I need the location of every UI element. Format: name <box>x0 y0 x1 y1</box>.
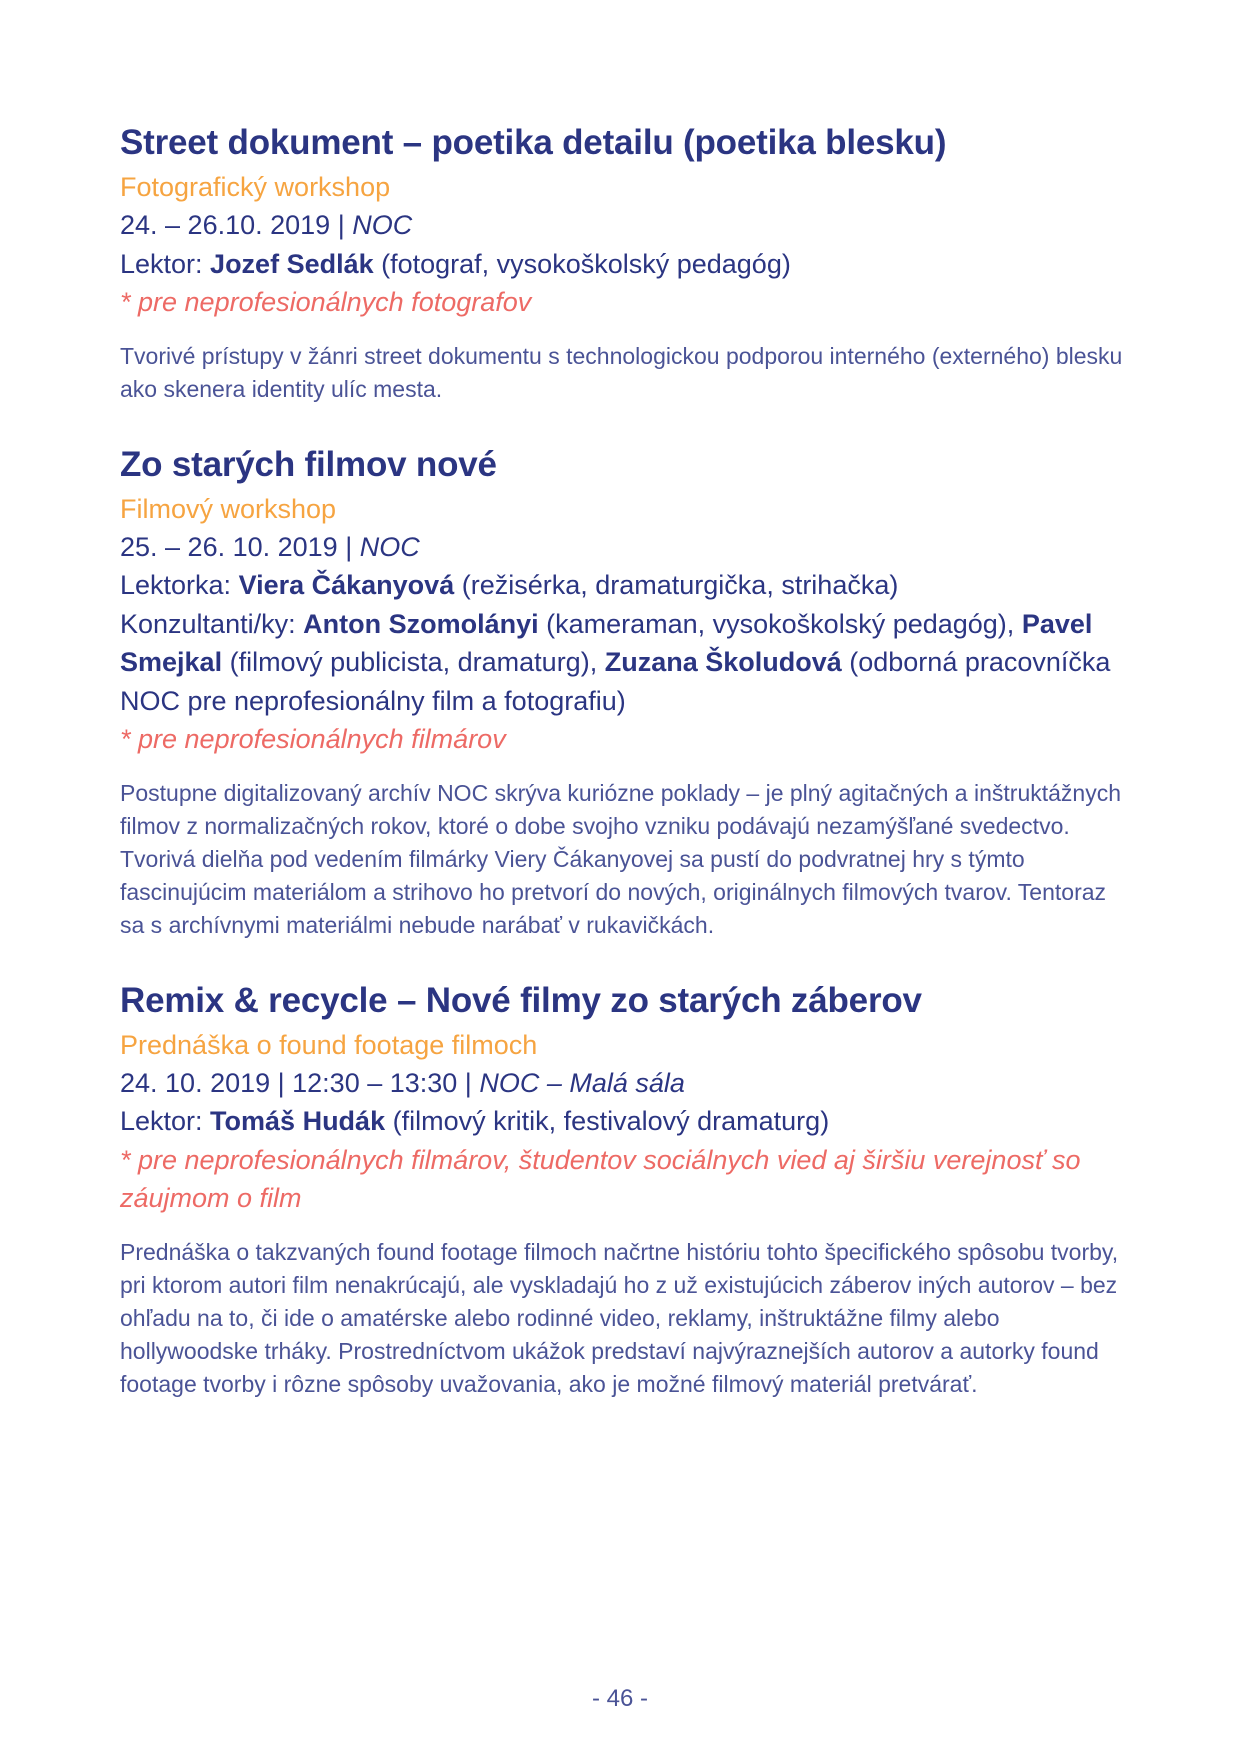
lecturer-role: (režisérka, dramaturgička, strihačka) <box>454 570 899 600</box>
event-lecturer <box>120 245 1130 284</box>
lecturer-name: Jozef Sedlák <box>210 248 374 279</box>
event-date <box>120 528 1130 567</box>
event-audience: * pre neprofesionálnych filmárov, študentov sociálnych vied aj širšiu verejnosť so záujmom o film <box>120 1144 1081 1213</box>
event-date <box>120 206 1130 245</box>
lecturer-label: Lektor: <box>120 248 211 279</box>
page-number: - 46 - <box>591 1685 648 1712</box>
event-audience: * pre neprofesionálnych fotografov <box>120 287 532 317</box>
event-date <box>120 1064 1130 1103</box>
event-venue: NOC – Malá sála <box>479 1067 685 1098</box>
event-date-text: 24. 10. 2019 | 12:30 – 13:30 | <box>120 1067 480 1098</box>
lecturer-name: Tomáš Hudák <box>210 1106 386 1136</box>
consultant-role: (kameraman, vysokoškolský pedagóg), <box>538 608 1022 639</box>
event-type: Fotografický workshop <box>120 172 391 202</box>
consultant-name: Anton Szomolányi <box>303 608 539 639</box>
event-remix-recycle <box>120 976 1130 1401</box>
event-title: Remix & recycle – Nové filmy zo starých záberov <box>120 980 922 1020</box>
event-description: Postupne digitalizovaný archív NOC skrýva kuriózne poklady – je plný agitačných a inštruktážnych filmov z normalizačných rokov, ktoré o dobe svojho vzniku podávajú nezamýšľané svedectvo. Tvorivá dielňa pod vedením filmárky Viery Čákanyovej sa pustí do podvratnej hry s týmto fascinujúcim materiálom a strihovo ho pretvorí do nových, originálnych filmových tvarov. Tentoraz sa s archívnymi materiálmi nebude narábať v rukavičkách. <box>120 779 1121 938</box>
event-audience: * pre neprofesionálnych filmárov <box>120 724 506 754</box>
lecturer-role: (fotograf, vysokoškolský pedagóg) <box>373 248 791 279</box>
consultant-role: (odborná pracovníčka NOC pre neprofesionálny film a fotografiu) <box>120 647 1111 716</box>
event-date-text: 25. – 26. 10. 2019 | <box>120 531 360 562</box>
event-title: Street dokument – poetika detailu (poetika blesku) <box>120 123 947 162</box>
consultants-label: Konzultanti/ky: <box>120 608 304 639</box>
event-venue: NOC <box>352 210 413 240</box>
consultant-name: Pavel Smejkal <box>120 608 1093 677</box>
event-description: Tvorivé prístupy v žánri street dokumentu s technologickou podporou interného (externého) blesku ako skenera identity ulíc mesta. <box>120 342 1123 402</box>
lecturer-name: Viera Čákanyová <box>238 570 455 600</box>
consultant-name: Zuzana Školudová <box>604 647 842 677</box>
lecturer-role: (filmový kritik, festivalový dramaturg) <box>385 1106 830 1136</box>
event-date-text: 24. – 26.10. 2019 | <box>120 210 353 240</box>
event-type: Filmový workshop <box>120 493 337 524</box>
event-lecturer <box>120 566 1130 605</box>
consultant-role: (filmový publicista, dramaturg), <box>222 647 605 677</box>
lecturer-label: Lektorka: <box>120 570 239 600</box>
event-title: Zo starých filmov nové <box>120 444 497 484</box>
event-type: Prednáška o found footage filmoch <box>120 1029 538 1060</box>
event-venue: NOC <box>359 531 420 562</box>
page-content <box>120 118 1130 1401</box>
lecturer-label: Lektor: <box>120 1106 211 1136</box>
event-zo-starych-filmov <box>120 440 1130 942</box>
event-lecturer <box>120 1102 1130 1141</box>
event-description: Prednáška o takzvaných found footage filmoch načrtne históriu tohto špecifického spôsobu tvorby, pri ktorom autori film nenakrúcajú, ale vyskladajú ho z už existujúcich záberov iných autorov – bez ohľadu na to, či ide o amatérske alebo rodinné video, reklamy, inštruktážne filmy alebo hollywoodske trháky. Prostredníctvom ukážok predstaví najvýraznejších autorov a autorky found footage tvorby i rôzne spôsoby uvažovania, ako je možné filmový materiál pretvárať. <box>120 1238 1119 1397</box>
event-street-dokument <box>120 118 1130 406</box>
event-consultants <box>120 605 1130 721</box>
